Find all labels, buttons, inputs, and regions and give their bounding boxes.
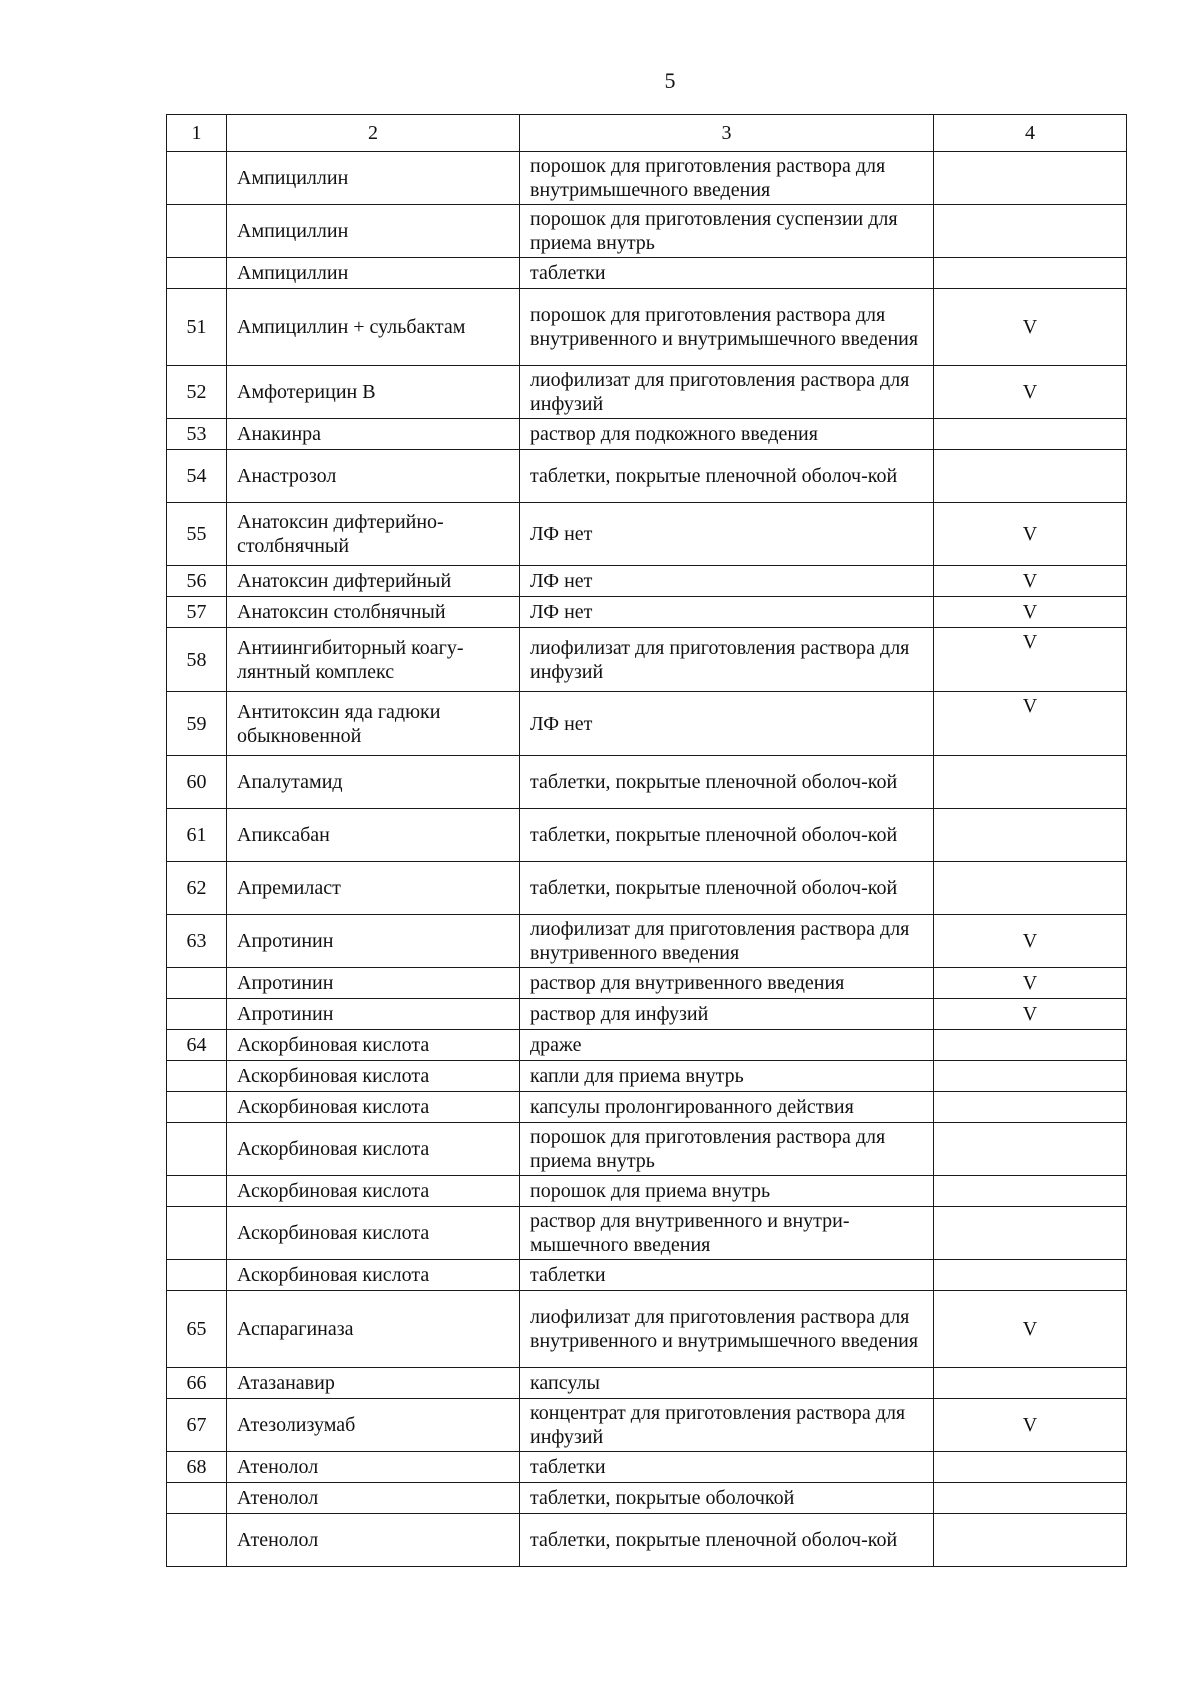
row-number-cell: 58 [167,628,227,692]
dosage-form-cell: порошок для приготовления суспензии для приема внутрь [520,205,934,258]
dosage-form-cell: концентрат для приготовления раствора для инфузий [520,1399,934,1452]
row-number-cell: 61 [167,809,227,862]
mark-cell: V [934,692,1127,756]
drug-name-cell: Атазанавир [227,1368,520,1399]
row-number-cell: 68 [167,1452,227,1483]
drug-name-cell: Атенолол [227,1514,520,1567]
dosage-form-cell: лиофилизат для приготовления раствора для внутривенного и внутримышечного введения [520,1291,934,1368]
table-row [167,597,1127,628]
dosage-form-cell: таблетки, покрытые пленочной оболоч-кой [520,450,934,503]
row-number-cell [167,1176,227,1207]
dosage-form-cell: капсулы [520,1368,934,1399]
row-number-cell: 60 [167,756,227,809]
table-row [167,1092,1127,1123]
table-row [167,1207,1127,1260]
drug-name-cell: Аскорбиновая кислота [227,1061,520,1092]
dosage-form-cell: таблетки, покрытые пленочной оболоч-кой [520,756,934,809]
row-number-cell: 57 [167,597,227,628]
table-row [167,503,1127,566]
dosage-form-cell: таблетки, покрытые пленочной оболоч-кой [520,809,934,862]
table-row [167,419,1127,450]
dosage-form-cell: таблетки [520,1260,934,1291]
row-number-cell: 59 [167,692,227,756]
table-row [167,258,1127,289]
dosage-form-cell: капсулы пролонгированного действия [520,1092,934,1123]
table-row [167,1123,1127,1176]
row-number-cell: 66 [167,1368,227,1399]
table-row [167,205,1127,258]
drug-name-cell: Аскорбиновая кислота [227,1092,520,1123]
drug-name-cell: Ампициллин + сульбактам [227,289,520,366]
row-number-cell: 63 [167,915,227,968]
dosage-form-cell: таблетки, покрытые пленочной оболоч-кой [520,862,934,915]
dosage-form-cell: капли для приема внутрь [520,1061,934,1092]
dosage-form-cell: ЛФ нет [520,692,934,756]
table-row [167,1399,1127,1452]
dosage-form-cell: раствор для подкожного введения [520,419,934,450]
table-body [167,152,1127,1567]
table-row [167,1061,1127,1092]
drug-name-cell: Апалутамид [227,756,520,809]
mark-cell [934,258,1127,289]
drug-name-cell: Ампициллин [227,205,520,258]
row-number-cell [167,1207,227,1260]
table-row [167,1368,1127,1399]
dosage-form-cell: драже [520,1030,934,1061]
header-col-4: 4 [934,115,1127,152]
row-number-cell [167,152,227,205]
table-row [167,1030,1127,1061]
mark-cell [934,1368,1127,1399]
mark-cell: V [934,999,1127,1030]
dosage-form-cell: раствор для внутривенного и внутри-мышечного введения [520,1207,934,1260]
table-row [167,628,1127,692]
dosage-form-cell: лиофилизат для приготовления раствора для инфузий [520,366,934,419]
mark-cell [934,756,1127,809]
mark-cell [934,1452,1127,1483]
dosage-form-cell: таблетки, покрытые оболочкой [520,1483,934,1514]
row-number-cell [167,1514,227,1567]
drug-name-cell: Аспарагиназа [227,1291,520,1368]
row-number-cell: 54 [167,450,227,503]
mark-cell: V [934,968,1127,999]
mark-cell: V [934,566,1127,597]
table-row [167,289,1127,366]
header-row [167,115,1127,152]
header-col-1: 1 [167,115,227,152]
row-number-cell [167,1260,227,1291]
drug-name-cell: Анакинра [227,419,520,450]
drug-name-cell: Апротинин [227,915,520,968]
mark-cell: V [934,628,1127,692]
mark-cell [934,152,1127,205]
row-number-cell: 52 [167,366,227,419]
drug-name-cell: Апремиласт [227,862,520,915]
drug-name-cell: Атезолизумаб [227,1399,520,1452]
table-row [167,968,1127,999]
drug-name-cell: Аскорбиновая кислота [227,1207,520,1260]
mark-cell [934,1207,1127,1260]
row-number-cell [167,1123,227,1176]
drug-name-cell: Апротинин [227,999,520,1030]
mark-cell [934,1176,1127,1207]
table-row [167,915,1127,968]
row-number-cell [167,205,227,258]
table-row [167,999,1127,1030]
dosage-form-cell: лиофилизат для приготовления раствора для инфузий [520,628,934,692]
mark-cell [934,1123,1127,1176]
row-number-cell [167,258,227,289]
row-number-cell [167,999,227,1030]
drug-name-cell: Анатоксин дифтерийный [227,566,520,597]
mark-cell [934,1483,1127,1514]
table-row [167,1483,1127,1514]
dosage-form-cell: ЛФ нет [520,503,934,566]
drug-name-cell: Аскорбиновая кислота [227,1260,520,1291]
drug-name-cell: Атенолол [227,1483,520,1514]
mark-cell [934,1030,1127,1061]
mark-cell [934,809,1127,862]
header-col-2: 2 [227,115,520,152]
row-number-cell: 67 [167,1399,227,1452]
table-row [167,1176,1127,1207]
drug-name-cell: Апиксабан [227,809,520,862]
mark-cell [934,205,1127,258]
table-row [167,1452,1127,1483]
mark-cell: V [934,915,1127,968]
row-number-cell: 62 [167,862,227,915]
page-number: 5 [664,68,676,93]
drug-name-cell: Ампициллин [227,258,520,289]
dosage-form-cell: ЛФ нет [520,597,934,628]
row-number-cell [167,1483,227,1514]
drug-name-cell: Ампициллин [227,152,520,205]
drug-name-cell: Антиингибиторный коагу-лянтный комплекс [227,628,520,692]
drug-name-cell: Анатоксин столбнячный [227,597,520,628]
mark-cell: V [934,366,1127,419]
row-number-cell [167,1061,227,1092]
dosage-form-cell: порошок для приготовления раствора для внутримышечного введения [520,152,934,205]
mark-cell [934,862,1127,915]
row-number-cell [167,968,227,999]
drug-name-cell: Аскорбиновая кислота [227,1123,520,1176]
drug-name-cell: Анатоксин дифтерийно-столбнячный [227,503,520,566]
row-number-cell: 51 [167,289,227,366]
table-row [167,756,1127,809]
mark-cell: V [934,1291,1127,1368]
table-row [167,862,1127,915]
table-row [167,450,1127,503]
mark-cell [934,1092,1127,1123]
row-number-cell [167,1092,227,1123]
drug-name-cell: Амфотерицин В [227,366,520,419]
table-row [167,566,1127,597]
mark-cell: V [934,503,1127,566]
row-number-cell: 55 [167,503,227,566]
mark-cell: V [934,1399,1127,1452]
mark-cell [934,1514,1127,1567]
dosage-form-cell: таблетки [520,258,934,289]
mark-cell: V [934,289,1127,366]
drug-name-cell: Аскорбиновая кислота [227,1030,520,1061]
table-row [167,152,1127,205]
mark-cell [934,450,1127,503]
dosage-form-cell: таблетки [520,1452,934,1483]
dosage-form-cell: лиофилизат для приготовления раствора для внутривенного введения [520,915,934,968]
dosage-form-cell: порошок для приема внутрь [520,1176,934,1207]
header-col-3: 3 [520,115,934,152]
table-row [167,692,1127,756]
table-row [167,809,1127,862]
row-number-cell: 64 [167,1030,227,1061]
row-number-cell: 65 [167,1291,227,1368]
drug-name-cell: Атенолол [227,1452,520,1483]
mark-cell [934,1260,1127,1291]
mark-cell [934,1061,1127,1092]
drug-table-container [166,114,1126,1567]
dosage-form-cell: ЛФ нет [520,566,934,597]
dosage-form-cell: раствор для инфузий [520,999,934,1030]
mark-cell: V [934,597,1127,628]
row-number-cell: 53 [167,419,227,450]
mark-cell [934,419,1127,450]
drug-name-cell: Антитоксин яда гадюки обыкновенной [227,692,520,756]
dosage-form-cell: таблетки, покрытые пленочной оболоч-кой [520,1514,934,1567]
dosage-form-cell: порошок для приготовления раствора для приема внутрь [520,1123,934,1176]
dosage-form-cell: раствор для внутривенного введения [520,968,934,999]
dosage-form-cell: порошок для приготовления раствора для внутривенного и внутримышечного введения [520,289,934,366]
drug-name-cell: Анастрозол [227,450,520,503]
drug-name-cell: Апротинин [227,968,520,999]
table-row [167,1514,1127,1567]
table-row [167,1291,1127,1368]
table-row [167,366,1127,419]
row-number-cell: 56 [167,566,227,597]
drug-name-cell: Аскорбиновая кислота [227,1176,520,1207]
table-row [167,1260,1127,1291]
drug-table [166,114,1127,1567]
